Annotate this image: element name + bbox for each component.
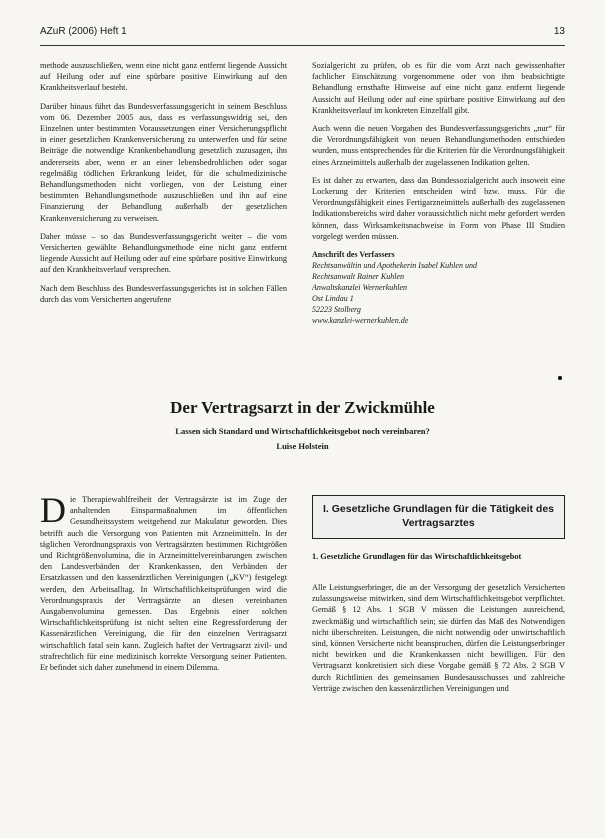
page-number: 13 bbox=[553, 26, 565, 37]
journal-name: AZuR (2006) Heft 1 bbox=[40, 26, 127, 37]
address-line: 52223 Stolberg bbox=[312, 305, 361, 315]
address-website: www.kanzlei-wernerkuhlen.de bbox=[312, 316, 409, 326]
section-heading-box: I. Gesetzliche Grundlagen für die Tätigkeit des Vertragsarztes bbox=[312, 495, 565, 539]
drop-cap: D bbox=[40, 490, 66, 530]
top-left-column bbox=[40, 60, 287, 312]
author-address bbox=[312, 249, 565, 326]
author-address-heading: Anschrift des Verfassers bbox=[312, 250, 395, 260]
paragraph: Alle Leistungserbringer, die an der Versorgung der gesetzlich Versicherten zulassungsweise mitwirken, sind dem Wirtschaftlichkeitsgebot verpflichtet. Gemäß § 12 Abs. 1 SGB V müssen die Leistungen ausreichend, zweckmäßig und wirtschaftlich sein; sie dürfen das Maß des Notwendigen nicht überschreiten. Leistungen, die nicht notwendig oder unwirtschaftlich sind, können Versicherte nicht beanspruchen, dürfen die Leistungserbringer nicht bewirken und die Krankenkassen nicht bewilligen. Für den Vertragsarzt konkretisiert sich diese Vorgabe gemäß § 72 Abs. 2 SGB V durch Richtlinien des gemeinsamen Bundesausschusses und zahlreiche Verträge zwischen den kassenärztlichen Vereinigungen und bbox=[312, 583, 565, 693]
header-rule bbox=[40, 45, 565, 46]
paragraph: Es ist daher zu erwarten, dass das Bundessozialgericht auch insoweit eine Lockerung der Kriterien entscheiden wird bzw. muss. Für die Verordnungsfähigkeit eines Fertigarzneimittels außerhalb des zugelassenen Indikationsbereichs wird daher voraussichtlich nicht mehr gefordert werden können, dass Wirksamkeitsnachweise in Form von Phase III Studien vorgelegt werden müssen. bbox=[312, 175, 565, 241]
bottom-right-column bbox=[312, 582, 565, 701]
subsection-heading: 1. Gesetzliche Grundlagen für das Wirtschaftlichkeitsgebot bbox=[312, 552, 522, 561]
paragraph: Nach dem Beschluss des Bundesverfassungsgerichts ist in solchen Fällen durch das vom Versicherten angerufene bbox=[40, 283, 287, 304]
paragraph: Sozialgericht zu prüfen, ob es für die vom Arzt nach gewissenhafter fachlicher Einschätzung vorgenommene oder von ihm beabsichtigte Behandlung ernsthafte Hinweise auf eine nicht ganz entfernt liegende Aussicht auf Heilung oder auf eine spürbare positive Einwirkung auf den Krankheitsverlauf im konkreten Einzelfall gibt. bbox=[312, 61, 565, 115]
article-title: Der Vertragsarzt in der Zwickmühle bbox=[170, 398, 435, 417]
paragraph: Darüber hinaus führt das Bundesverfassungsgericht in seinem Beschluss vom 06. Dezember 2005 aus, dass es verfassungswidrig sei, den Einzelnen unter bestimmten Voraussetzungen einer Versicherungspflicht in einer gesetzlichen Krankenversicherung zu unterwerfen und für seine Beiträge die notwendige Krankenbehandlung gesetzlich zuzusagen, ihn andererseits aber, wenn er an einer lebensbedrohlichen oder sogar regelmäßig tödlichen Erkrankung leidet, für die schulmedizinische Behandlungsmethoden nicht vorliegen, von der Leistung einer bestimmten Behandlungsmethode auszuschließen und ihn auf eine Finanzierung der Behandlung außerhalb der gesetzlichen Krankenversicherung zu verweisen. bbox=[40, 101, 287, 223]
address-line: Anwaltskanzlei Wernerkuhlen bbox=[312, 283, 408, 293]
bottom-left-column bbox=[40, 490, 287, 673]
address-line: Ost Lindau 1 bbox=[312, 294, 354, 304]
paragraph: Auch wenn die neuen Vorgaben des Bundesverfassungsgerichts „nur“ für die Verordnungsfähigkeit von neuen Behandlungsmethoden entschieden wurden, muss entsprechendes für die Kriterien für die Verordnungsfähigkeit eines Arzneimittels außerhalb der zugelassenen Indikation gelten. bbox=[312, 124, 565, 167]
article-subtitle: Lassen sich Standard und Wirtschaftlichkeitsgebot noch vereinbaren? bbox=[175, 426, 430, 436]
page-header bbox=[40, 26, 565, 40]
intro-paragraph: ie Therapiewahlfreiheit der Vertragsärzte ist im Zuge der anhaltenden Einsparmaßnahmen im öffentlichen Gesundheitssystem weitgehend zur Makulatur geworden. Dies betrifft auch die Versorgung von Patienten mit Arzneimitteln. In der täglichen Verordnungspraxis von Vertragsärzten bestimmen Richtgrößen und Richtgrößenvolumina, die in Arzneimittelvereinbarungen zwischen den Landesverbänden der Krankenkassen, den Verbänden der Ersatzkassen und den kassenärztlichen Vereinigungen („KV“) festgelegt werden, den Arbeitsalltag. In Wirtschaftlichkeitsprüfungen wird die Verordnungspraxis der Vertragsärzte an diesen vereinbarten Ausgabenvolumina gemessen. Das Ergebnis einer solchen Wirtschaftlichkeitsprüfung ist nicht selten eine Regressforderung der Kassenärztlichen Vereinigung, die für den einzelnen Vertragsarzt wirtschaftlich fatal sein kann. Zugleich haftet der Vertragsarzt zivil- und strafrechtlich für eine medizinisch korrekte Versorgung seiner Patienten. Er befindet sich daher zunehmend in einem Dilemma. bbox=[40, 495, 287, 673]
article-author: Luise Holstein bbox=[276, 441, 329, 451]
paragraph: methode auszuschließen, wenn eine nicht ganz entfernt liegende Aussicht auf Heilung oder auf eine spürbare positive Einwirkung auf den Krankheitsverlauf besteht. bbox=[40, 61, 287, 93]
address-line: Rechtsanwältin und Apothekerin Isabel Kuhlen und bbox=[312, 261, 477, 271]
top-right-column bbox=[312, 60, 565, 326]
address-line: Rechtsanwalt Rainer Kuhlen bbox=[312, 272, 404, 282]
paragraph: Daher müsse – so das Bundesverfassungsgericht weiter – die vom Versicherten gewählte Behandlungsmethode eine nicht ganz entfernt liegende Aussicht auf Heilung oder auf eine spürbare positive Einwirkung auf den Krankheitsverlauf versprechen. bbox=[40, 231, 287, 275]
end-of-article-marker bbox=[558, 376, 562, 380]
